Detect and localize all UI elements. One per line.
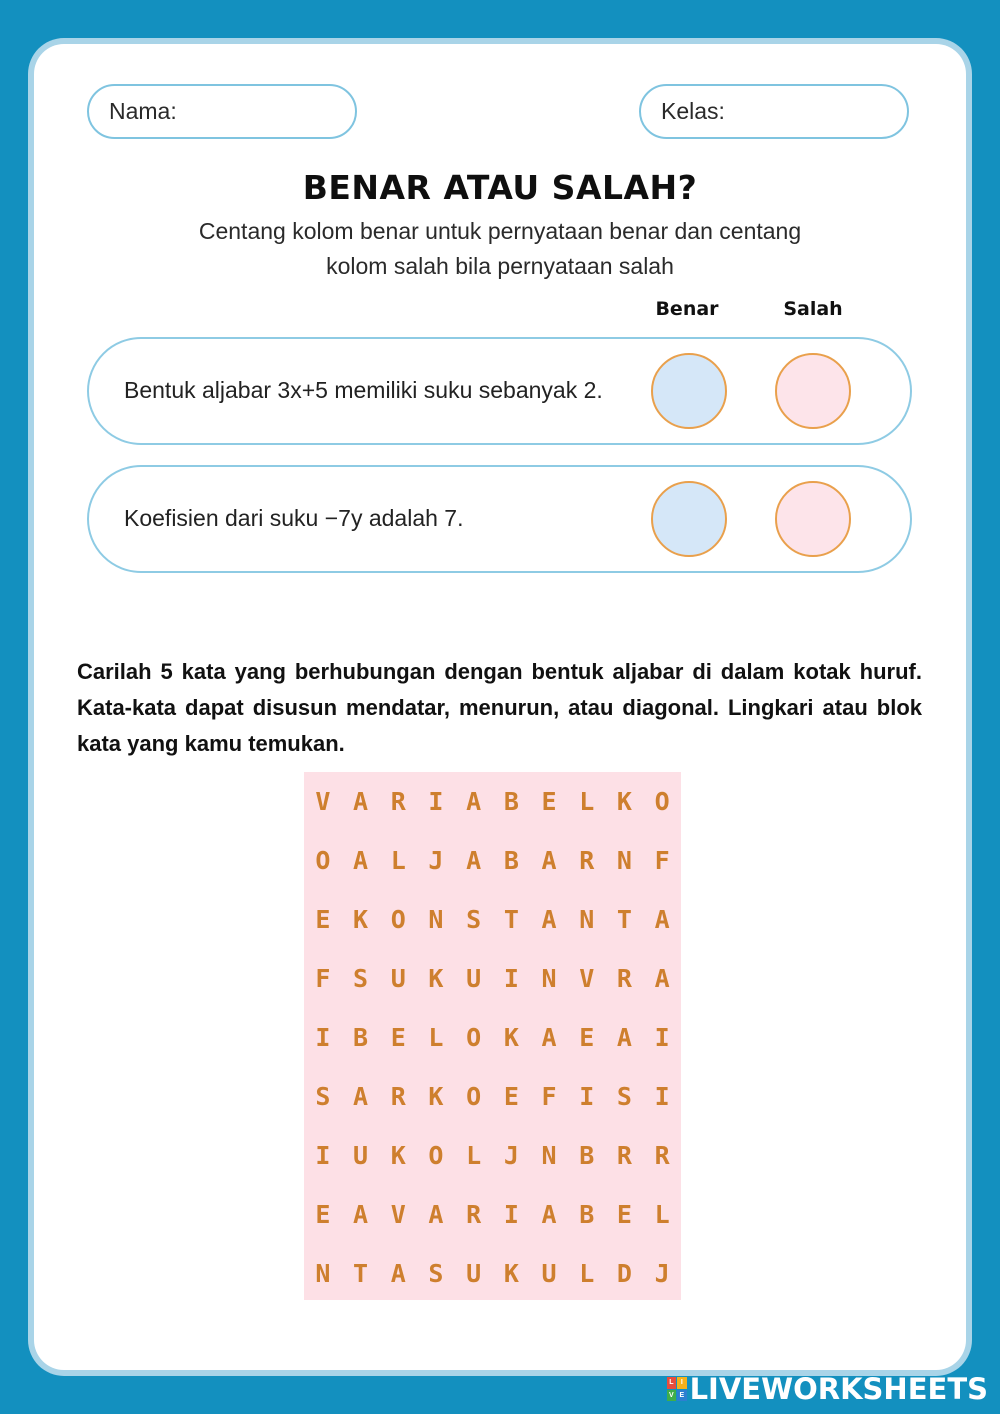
- grid-letter[interactable]: E: [390, 1023, 406, 1052]
- grid-letter[interactable]: O: [466, 1023, 482, 1052]
- grid-letter[interactable]: A: [428, 1200, 444, 1229]
- grid-letter[interactable]: A: [654, 964, 670, 993]
- grid-letter[interactable]: A: [353, 787, 369, 816]
- grid-letter[interactable]: N: [541, 1141, 557, 1170]
- statement-row: [87, 337, 912, 445]
- grid-letter[interactable]: S: [428, 1259, 444, 1288]
- grid-row: [304, 949, 681, 1008]
- grid-letter[interactable]: E: [541, 787, 557, 816]
- grid-letter[interactable]: N: [428, 905, 444, 934]
- grid-letter[interactable]: T: [353, 1259, 369, 1288]
- name-field[interactable]: [87, 84, 357, 139]
- grid-letter[interactable]: U: [541, 1259, 557, 1288]
- grid-letter[interactable]: E: [616, 1200, 632, 1229]
- statement-text: Koefisien dari suku −7y adalah 7.: [124, 505, 464, 531]
- column-header-benar: Benar: [655, 298, 719, 320]
- grid-letter[interactable]: A: [541, 905, 557, 934]
- grid-row: [304, 890, 681, 949]
- grid-letter[interactable]: T: [503, 905, 519, 934]
- class-label: Kelas:: [661, 98, 725, 124]
- grid-row: [304, 1067, 681, 1126]
- grid-letter[interactable]: R: [616, 1141, 632, 1170]
- grid-letter[interactable]: I: [315, 1141, 331, 1170]
- grid-letter[interactable]: J: [654, 1259, 670, 1288]
- grid-letter[interactable]: L: [654, 1200, 670, 1229]
- grid-letter[interactable]: N: [616, 846, 632, 875]
- grid-letter[interactable]: R: [390, 1082, 406, 1111]
- grid-letter[interactable]: K: [616, 787, 632, 816]
- grid-letter[interactable]: A: [541, 846, 557, 875]
- grid-letter[interactable]: A: [541, 1200, 557, 1229]
- grid-letter[interactable]: A: [353, 846, 369, 875]
- class-field[interactable]: [639, 84, 909, 139]
- grid-letter[interactable]: D: [616, 1259, 632, 1288]
- grid-letter[interactable]: B: [503, 787, 519, 816]
- grid-letter[interactable]: U: [466, 964, 482, 993]
- grid-letter[interactable]: A: [654, 905, 670, 934]
- grid-letter[interactable]: U: [390, 964, 406, 993]
- salah-checkbox[interactable]: [775, 481, 851, 557]
- liveworksheets-logo: [667, 1372, 988, 1406]
- grid-letter[interactable]: F: [654, 846, 670, 875]
- grid-letter[interactable]: R: [579, 846, 595, 875]
- grid-letter[interactable]: B: [579, 1141, 595, 1170]
- grid-letter[interactable]: E: [503, 1082, 519, 1111]
- grid-letter[interactable]: A: [616, 1023, 632, 1052]
- grid-letter[interactable]: A: [541, 1023, 557, 1052]
- grid-letter[interactable]: E: [579, 1023, 595, 1052]
- grid-letter[interactable]: O: [466, 1082, 482, 1111]
- grid-letter[interactable]: S: [616, 1082, 632, 1111]
- grid-letter[interactable]: N: [315, 1259, 331, 1288]
- grid-letter[interactable]: I: [503, 1200, 519, 1229]
- grid-letter[interactable]: N: [579, 905, 595, 934]
- grid-letter[interactable]: R: [654, 1141, 670, 1170]
- grid-letter[interactable]: I: [503, 964, 519, 993]
- grid-letter[interactable]: A: [466, 787, 482, 816]
- name-label: Nama:: [109, 98, 177, 124]
- grid-letter[interactable]: S: [315, 1082, 331, 1111]
- grid-letter[interactable]: R: [390, 787, 406, 816]
- grid-letter[interactable]: S: [353, 964, 369, 993]
- grid-letter[interactable]: I: [654, 1082, 670, 1111]
- grid-letter[interactable]: K: [390, 1141, 406, 1170]
- page-title: BENAR ATAU SALAH?: [302, 168, 698, 207]
- worksheet-page: [34, 44, 966, 1370]
- grid-row: [304, 772, 681, 831]
- grid-letter[interactable]: F: [315, 964, 331, 993]
- grid-letter[interactable]: A: [353, 1082, 369, 1111]
- liveworksheets-wordmark: LIVEWORKSHEETS: [689, 1372, 988, 1406]
- grid-letter[interactable]: V: [390, 1200, 406, 1229]
- grid-letter[interactable]: B: [353, 1023, 369, 1052]
- grid-letter[interactable]: L: [579, 787, 595, 816]
- grid-letter[interactable]: F: [541, 1082, 557, 1111]
- grid-letter[interactable]: A: [353, 1200, 369, 1229]
- column-header-salah: Salah: [783, 298, 843, 320]
- benar-checkbox[interactable]: [651, 353, 727, 429]
- word-search-grid: [304, 772, 681, 1300]
- grid-row: [304, 831, 681, 890]
- grid-letter[interactable]: N: [541, 964, 557, 993]
- grid-letter[interactable]: I: [654, 1023, 670, 1052]
- grid-letter[interactable]: L: [428, 1023, 444, 1052]
- grid-letter[interactable]: I: [428, 787, 444, 816]
- grid-letter[interactable]: U: [353, 1141, 369, 1170]
- grid-letter[interactable]: K: [503, 1023, 519, 1052]
- statement-row: [87, 465, 912, 573]
- grid-letter[interactable]: J: [428, 846, 444, 875]
- salah-checkbox[interactable]: [775, 353, 851, 429]
- grid-row: [304, 1244, 681, 1303]
- grid-letter[interactable]: V: [579, 964, 595, 993]
- grid-letter[interactable]: S: [466, 905, 482, 934]
- grid-letter[interactable]: I: [579, 1082, 595, 1111]
- grid-letter[interactable]: O: [428, 1141, 444, 1170]
- grid-letter[interactable]: O: [654, 787, 670, 816]
- grid-letter[interactable]: K: [428, 1082, 444, 1111]
- word-search-instruction: Carilah 5 kata yang berhubungan dengan bentuk aljabar di dalam kotak huruf. Kata-kata dapat disusun mendatar, menurun, atau diagonal. Lingkari atau blok kata yang kamu temukan.: [77, 659, 922, 756]
- grid-letter[interactable]: E: [315, 905, 331, 934]
- grid-letter[interactable]: O: [390, 905, 406, 934]
- grid-letter[interactable]: R: [466, 1200, 482, 1229]
- grid-letter[interactable]: T: [616, 905, 632, 934]
- grid-letter[interactable]: L: [579, 1259, 595, 1288]
- liveworksheets-logo-icon: L I V E: [667, 1377, 687, 1401]
- grid-row: [304, 1008, 681, 1067]
- grid-letter[interactable]: U: [466, 1259, 482, 1288]
- grid-letter[interactable]: A: [390, 1259, 406, 1288]
- statement-text: Bentuk aljabar 3x+5 memiliki suku sebanyak 2.: [124, 377, 603, 403]
- benar-checkbox[interactable]: [651, 481, 727, 557]
- grid-letter[interactable]: B: [503, 846, 519, 875]
- grid-letter[interactable]: K: [353, 905, 369, 934]
- grid-letter[interactable]: A: [466, 846, 482, 875]
- grid-row: [304, 1126, 681, 1185]
- grid-letter[interactable]: E: [315, 1200, 331, 1229]
- grid-letter[interactable]: K: [503, 1259, 519, 1288]
- page-subtitle: Centang kolom benar untuk pernyataan benar dan centang kolom salah bila pernyataan salah: [198, 218, 802, 279]
- grid-row: [304, 1185, 681, 1244]
- grid-letter[interactable]: V: [315, 787, 331, 816]
- grid-letter[interactable]: L: [466, 1141, 482, 1170]
- grid-letter[interactable]: K: [428, 964, 444, 993]
- grid-letter[interactable]: J: [503, 1141, 519, 1170]
- grid-letter[interactable]: I: [315, 1023, 331, 1052]
- grid-letter[interactable]: O: [315, 846, 331, 875]
- grid-letter[interactable]: B: [579, 1200, 595, 1229]
- grid-letter[interactable]: R: [616, 964, 632, 993]
- grid-letter[interactable]: L: [390, 846, 406, 875]
